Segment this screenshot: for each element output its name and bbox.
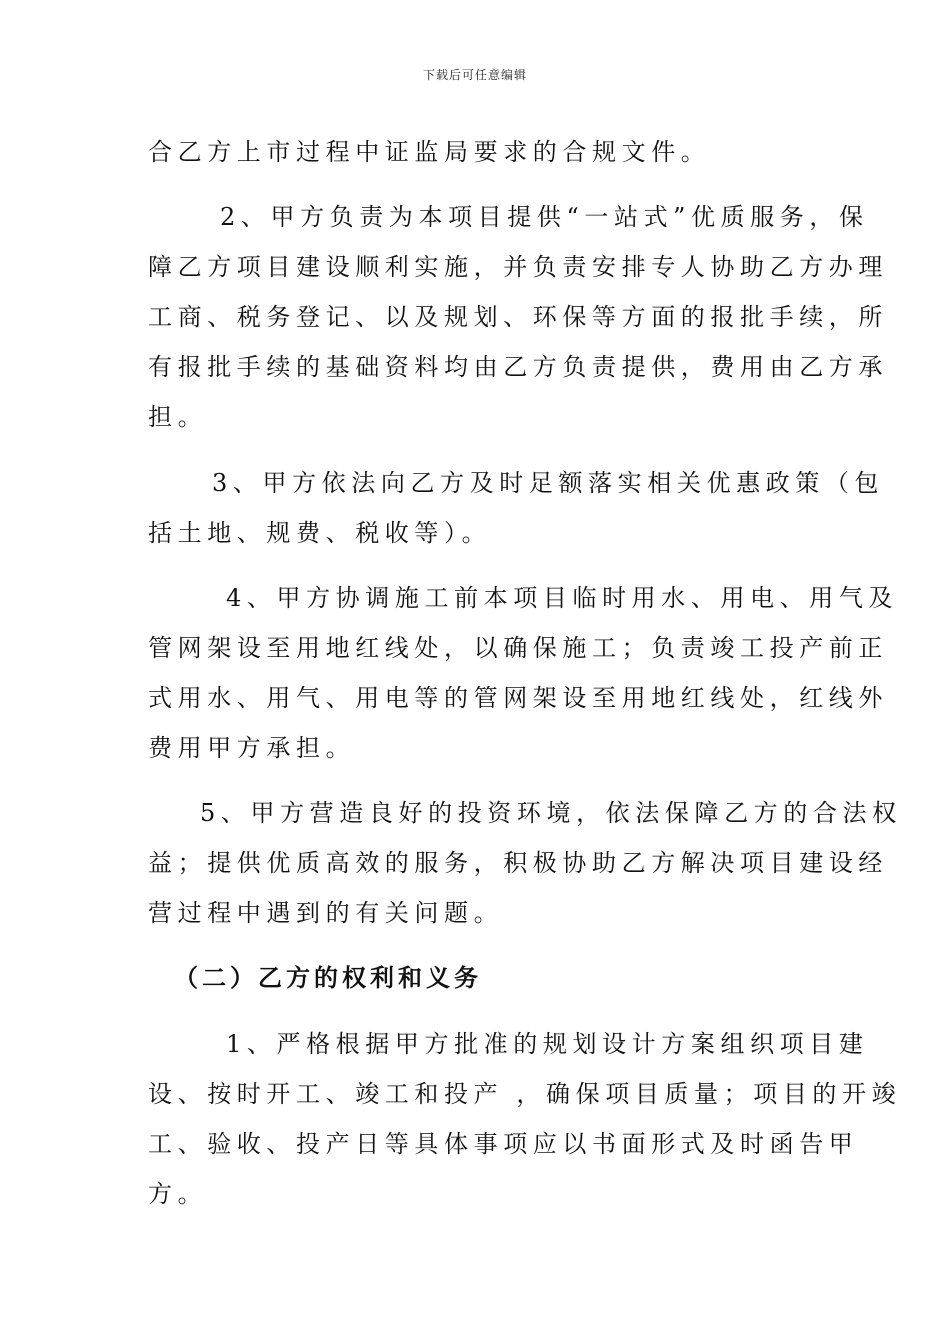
text-line: 合乙方上市过程中证监局要求的合规文件。 <box>148 138 711 166</box>
text-line: 工商、税务登记、以及规划、环保等方面的报批手续，所 <box>148 303 888 331</box>
text-line: 费用甲方承担。 <box>148 734 356 762</box>
text-line: 障乙方项目建设顺利实施，并负责安排专人协助乙方办理 <box>148 253 888 281</box>
text-line: 有报批手续的基础资料均由乙方负责提供，费用由乙方承 <box>148 353 888 381</box>
text-line: 担。 <box>148 403 208 431</box>
text-line: 方。 <box>148 1180 208 1208</box>
section-heading: （二）乙方的权利和义务 <box>174 963 482 992</box>
text-line: 式用水、用气、用电等的管网架设至用地红线处，红线外 <box>148 684 888 712</box>
text-line: 5、甲方营造良好的投资环境，依法保障乙方的合法权 <box>200 799 902 827</box>
text-line: 工、验收、投产日等具体事项应以书面形式及时函告甲 <box>148 1130 859 1158</box>
text-line: 4、甲方协调施工前本项目临时用水、用电、用气及 <box>226 584 899 612</box>
text-line: 益；提供优质高效的服务，积极协助乙方解决项目建设经 <box>148 849 888 877</box>
text-line: 括土地、规费、税收等）。 <box>148 519 492 547</box>
text-line: 1、严格根据甲方批准的规划设计方案组织项目建 <box>226 1030 869 1058</box>
text-line: 营过程中遇到的有关问题。 <box>148 899 504 927</box>
page-header-note: 下载后可任意编辑 <box>422 68 527 82</box>
text-line: 设、按时开工、竣工和投产 ，确保项目质量；项目的开竣 <box>148 1080 902 1108</box>
text-line: 2、甲方负责为本项目提供“一站式”优质服务，保 <box>220 203 869 231</box>
text-line: 管网架设至用地红线处，以确保施工；负责竣工投产前正 <box>148 634 888 662</box>
text-line: 3、甲方依法向乙方及时足额落实相关优惠政策（包 <box>212 469 885 497</box>
